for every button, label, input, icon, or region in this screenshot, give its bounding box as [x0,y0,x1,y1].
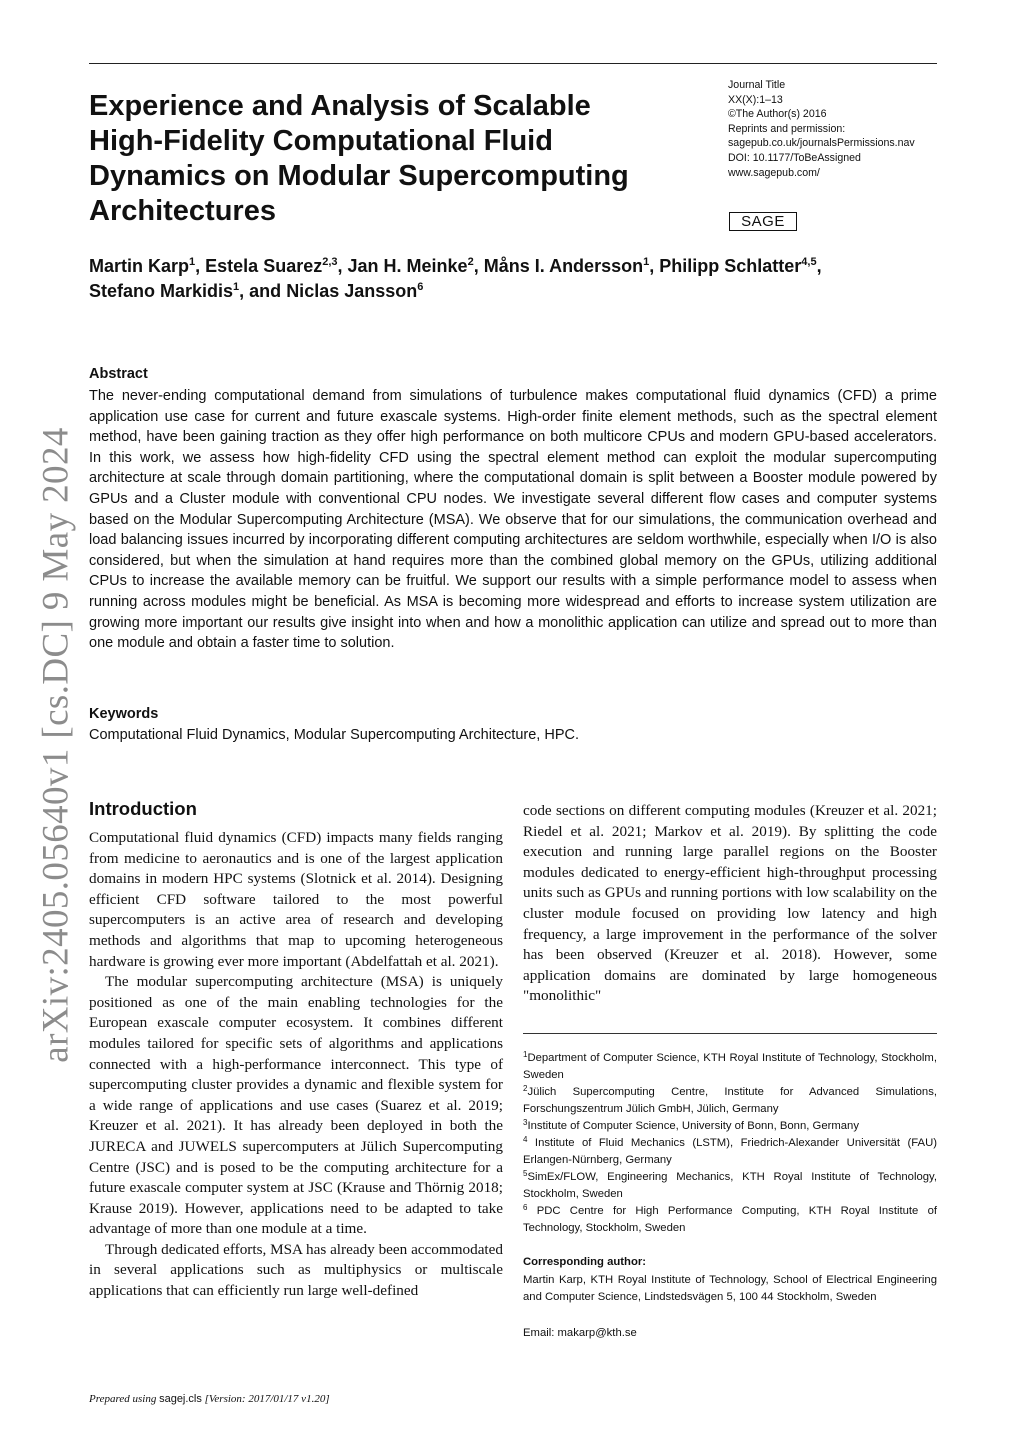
title-line: High-Fidelity Computational Fluid [89,125,553,157]
body-paragraph: Computational fluid dynamics (CFD) impacts many fields ranging from medicine to aeronautics and is one of the largest application domains in modern HPC systems (Slotnick et al. 2014). Designing efficient CFD software tailored to the most powerful supercomputers is an active area of research and developing methods and algorithms that map to upcoming heterogeneous hardware is growing ever more important (Abdelfattah et al. 2021). [89,829,503,970]
body-paragraph: Through dedicated efforts, MSA has already been accommodated in several applications such as multiphysics or multiscale applications that can efficiently run large well-defined [89,1240,503,1300]
title-line: Experience and Analysis of Scalable [89,90,591,122]
journal-copyright: ©The Author(s) 2016 [728,108,827,121]
corresponding-author-address: Martin Karp, KTH Royal Institute of Technology, School of Electrical Engineering and Computer Science, Lindstedsvägen 5, 100 44 Stockholm, Sweden [523,1274,937,1303]
footer-prefix: Prepared using [89,1393,160,1405]
title-line: Architectures [89,195,276,227]
journal-website-link[interactable]: www.sagepub.com/ [728,166,820,179]
author-name: Stefano Markidis [89,281,234,301]
affiliation-item [523,1169,937,1203]
affiliation-text: Department of Computer Science, KTH Royal Institute of Technology, Stockholm, Sweden [523,1052,937,1081]
affiliation-text: PDC Centre for High Performance Computing, KTH Royal Institute of Technology, Stockholm, Sweden [523,1205,937,1234]
author-separator: , and [239,281,287,301]
affiliation-item [523,1118,937,1135]
abstract-text: The never-ending computational demand from simulations of turbulence makes computational fluid dynamics (CFD) a prime application use case for current and future exascale systems. High-order finite element methods, such as the spectral element method, have been gaining traction as they offer high performance on both multicore CPUs and modern GPU-based accelerators. In this work, we assess how high-fidelity CFD using the spectral element method can exploit the modular supercomputing architecture at scale through domain partitioning, where the computational domain is split between a Booster module powered by GPUs and a Cluster module with conventional CPU nodes. We investigate several different flow cases and computer systems based on the Modular Supercomputing Architecture (MSA). We observe that for our simulations, the communication overhead and load balancing issues incurred by incorporating different computing architectures are seldom worthwhile, especially when I/O is also considered, but when the simulation at hand requires more than the combined global memory on the GPUs, utilizing additional CPUs to increase the available memory can be fruitful. We support our results with a simple performance model to assess when running across modules might be beneficial. As MSA is becoming more widespread and efforts to increase system utilization are growing more important our results give insight into when and how a monolithic application can utilize and spread out to more than one module and obtain a faster time to solution. [89,388,937,652]
author-name: Måns I. Andersson [483,256,644,276]
author-separator: , [649,256,660,276]
footnote-rule [523,1033,937,1034]
affiliation-item [523,1084,937,1118]
keywords-text: Computational Fluid Dynamics, Modular Supercomputing Architecture, HPC. [89,727,579,743]
header-rule [89,63,937,64]
corresponding-author-heading: Corresponding author: [523,1256,647,1268]
author-separator: , [195,256,206,276]
arxiv-watermark: arXiv:2405.05640v1 [cs.DC] 9 May 2024 [35,427,77,1063]
body-paragraph: The modular supercomputing architecture (MSA) is uniquely positioned as one of the main enabling technologies for the European exascale computer ecosystem. It combines different modules tailored for specific sets of algorithms and applications connected with a high-performance interconnect. This type of supercomputing cluster provides a dynamic and flexible system for a wide range of applications and use cases (Suarez et al. 2019; Kreuzer et al. 2021). It has already been deployed in both the JURECA and JUWELS supercomputers at Jülich Supercomputing Centre (JSC) and is posed to be the computing architecture for a future exascale computer system at JSC (Krause and Thörnig 2018; Krause 2019). However, applications need to be adapted to take advantage of more than one module at a time. [89,973,503,1238]
author-name: Martin Karp [89,256,190,276]
author-affiliation-mark: 4,5 [801,256,817,268]
affiliation-number: 1 [523,1050,528,1059]
footer-cls-name: sagej.cls [159,1393,202,1405]
affiliation-text: Institute of Fluid Mechanics (LSTM), Friedrich-Alexander Universität (FAU) Erlangen-Nürnberg, Germany [523,1137,937,1166]
affiliation-number: 4 [523,1135,528,1144]
author-name: Jan H. Meinke [347,256,468,276]
affiliation-number: 5 [523,1169,528,1178]
right-column-body [523,801,937,1007]
author-affiliation-mark: 1 [233,281,240,293]
author-name: Estela Suarez [205,256,323,276]
author-affiliation-mark: 1 [643,256,650,268]
author-separator: , [816,256,822,276]
journal-title: Journal Title [728,79,786,91]
journal-info [728,78,948,180]
affiliation-item [523,1050,937,1084]
author-name: Niclas Jansson [286,281,418,301]
abstract-heading: Abstract [89,366,148,382]
affiliation-footnotes [523,1050,937,1237]
body-paragraph: code sections on different computing modules (Kreuzer et al. 2021; Riedel et al. 2021; Markov et al. 2019). By splitting the code execution and running large parallel regions on the Booster modules dedicated to energy-efficient high-throughput processing units such as GPUs and running portions with low scalability on the cluster module focused on providing low latency and high frequency, a large improvement in the performance of the solver has been observed (Kreuzer et al. 2018). However, some application domains are dominated by large homogeneous "monolithic" [523,802,937,1005]
affiliation-text: Institute of Computer Science, University of Bonn, Bonn, Germany [527,1120,859,1132]
journal-volume: XX(X):1–13 [728,93,783,106]
author-name: Philipp Schlatter [659,256,802,276]
author-list [89,254,949,304]
author-separator: , [473,256,484,276]
paper-title [89,89,689,229]
affiliation-number: 3 [523,1118,528,1127]
author-affiliation-mark: 6 [417,281,424,293]
section-heading-introduction: Introduction [89,798,197,819]
prepared-using-footer [89,1393,330,1405]
sage-logo: SAGE [729,212,797,231]
journal-reprints: Reprints and permission: [728,122,846,135]
keywords-heading: Keywords [89,706,159,722]
corresponding-author-email[interactable]: Email: makarp@kth.se [523,1327,637,1339]
author-affiliation-mark: 1 [189,256,196,268]
affiliation-text: Jülich Supercomputing Centre, Institute for Advanced Simulations, Forschungszentrum Jülich GmbH, Jülich, Germany [523,1086,937,1115]
author-affiliation-mark: 2,3 [322,256,338,268]
journal-permissions-link[interactable]: sagepub.co.uk/journalsPermissions.nav [728,137,915,150]
affiliation-text: SimEx/FLOW, Engineering Mechanics, KTH Royal Institute of Technology, Stockholm, Sweden [523,1171,937,1200]
title-line: Dynamics on Modular Supercomputing [89,160,629,192]
footer-version: [Version: 2017/01/17 v1.20] [201,1393,330,1405]
affiliation-item [523,1203,937,1237]
affiliation-item [523,1135,937,1169]
left-column-body [89,828,503,1302]
author-affiliation-mark: 2 [467,256,474,268]
journal-doi: DOI: 10.1177/ToBeAssigned [728,151,861,164]
affiliation-number: 6 [523,1203,528,1212]
affiliation-number: 2 [523,1084,528,1093]
author-separator: , [337,256,348,276]
